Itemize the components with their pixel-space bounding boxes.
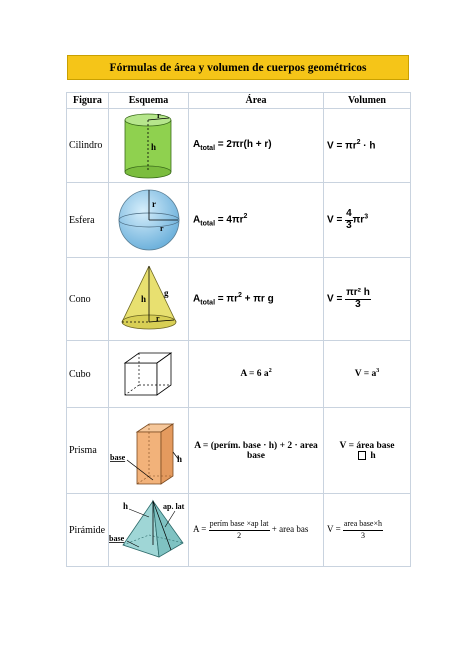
figure-name: Pirámide	[67, 494, 109, 567]
prism-height-label: h	[177, 453, 183, 464]
pyramid-height-label: h	[123, 501, 129, 511]
header-volumen: Volumen	[324, 93, 411, 109]
table-row-cono	[67, 258, 411, 341]
cone-height-label: h	[140, 294, 146, 304]
cube-diagram	[109, 341, 189, 408]
pyramid-area-formula: A = perím base ×ap lat 2 + area bas	[189, 494, 324, 567]
cylinder-volume-formula: $V = \pi r^2 \cdot h$	[324, 109, 411, 183]
table-row-prisma	[67, 408, 411, 494]
table-row-cilindro	[67, 109, 411, 183]
cone-generatrix-label: g	[163, 288, 168, 298]
table-row-piramide	[67, 494, 411, 567]
pyramid-base-label: base	[109, 534, 125, 543]
table-header-row	[67, 93, 411, 109]
sphere-volume-formula: V = $\frac{4}{3}$ $\pi r^3$	[324, 183, 411, 258]
formula-table	[66, 92, 411, 567]
cylinder-area-formula: $A_{total} = 2\pi r(h + r)$	[189, 109, 324, 183]
sphere-area-formula: $A_{total} = 4\pi r^2$	[189, 183, 324, 258]
cone-radius-label: r	[155, 314, 160, 323]
prism-base-label: base	[110, 452, 126, 462]
sphere-radius-label: r	[159, 224, 164, 233]
cube-volume-formula: $V = a^3$	[324, 341, 411, 408]
pyramid-diagram	[109, 494, 189, 567]
pyramid-apothem-label: ap. lat	[163, 502, 185, 511]
page-title: Fórmulas de área y volumen de cuerpos geométricos	[67, 55, 409, 80]
prism-area-formula: A = (perím. base · h) + 2 · area base	[189, 408, 324, 494]
cylinder-radius-label: r	[156, 111, 161, 120]
cone-area-formula: $A_{total} = \pi r^2 + \pi r$ g	[189, 258, 324, 341]
header-figura: Figura	[67, 93, 109, 109]
cylinder-diagram	[109, 109, 189, 183]
figure-name: Cilindro	[67, 109, 109, 183]
header-esquema: Esquema	[109, 93, 189, 109]
sphere-diagram	[109, 183, 189, 258]
cube-area-formula: A = 6 $a^2$	[189, 341, 324, 408]
sphere-radius-label: r	[151, 199, 156, 209]
table-row-cubo	[67, 341, 411, 408]
header-area: Área	[189, 93, 324, 109]
figure-name: Prisma	[67, 408, 109, 494]
prism-diagram	[109, 408, 189, 494]
cone-volume-formula: V = $\frac{\text{πr² h}}{3}$	[324, 258, 411, 341]
missing-glyph-box	[358, 451, 366, 460]
cone-diagram	[109, 258, 189, 341]
figure-name: Cono	[67, 258, 109, 341]
table-row-esfera	[67, 183, 411, 258]
pyramid-volume-formula: V = area base×h 3	[324, 494, 411, 567]
figure-name: Cubo	[67, 341, 109, 408]
figure-name: Esfera	[67, 183, 109, 258]
cylinder-height-label: h	[150, 141, 156, 152]
prism-volume-formula: V = área base h	[324, 408, 411, 494]
